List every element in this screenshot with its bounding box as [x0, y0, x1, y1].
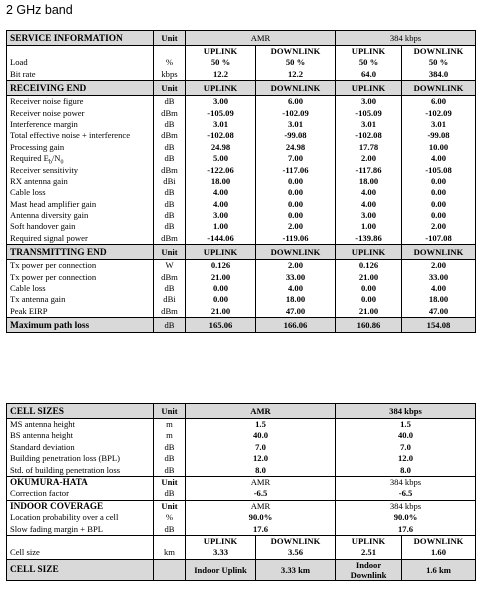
cell-size-label-cell — [7, 535, 154, 559]
service-col-384-down — [402, 46, 476, 81]
cell-size-384-up — [336, 535, 402, 559]
value-cell: -102.08 — [355, 130, 382, 141]
value-cell: 17.6 — [252, 523, 269, 534]
service-col-amr-down — [256, 46, 336, 81]
value-cell: 8.0 — [255, 464, 266, 475]
row-label: Tx antenna gain — [10, 294, 66, 305]
cell-size-amr-up — [186, 535, 256, 559]
value-cell: 0.00 — [287, 187, 304, 198]
value-cell: -144.06 — [207, 232, 234, 243]
value-cell: 0.00 — [360, 283, 377, 294]
value-cell: 154.08 — [402, 318, 476, 333]
value-cell: -107.08 — [425, 232, 452, 243]
value-cell: 160.86 — [336, 318, 402, 333]
value-cell: -117.86 — [355, 164, 382, 175]
row-label: Standard deviation — [10, 441, 75, 452]
value-cell: 165.06 — [186, 318, 256, 333]
unit-header: Unit — [154, 245, 186, 260]
value-cell: 1.6 km — [402, 559, 476, 580]
unit-header: Unit — [161, 476, 178, 487]
value-cell: 47.00 — [285, 305, 306, 316]
okumura-amr — [186, 476, 336, 500]
receiving-units — [154, 96, 186, 245]
indoor-units — [154, 500, 186, 535]
value-cell: 3.33 km — [256, 559, 336, 580]
okumura-row-unit: dB — [164, 488, 175, 499]
cell-size-amr-down — [256, 535, 336, 559]
384kbps-header: 384 kbps — [336, 404, 476, 419]
value-cell: -117.06 — [282, 164, 309, 175]
cell-sizes-block — [7, 419, 476, 477]
value-cell: 64.0 — [360, 68, 377, 79]
dir-uplink-label: UPLINK — [351, 46, 386, 56]
transmitting-end-header: TRANSMITTING END — [7, 245, 154, 260]
value-cell: 1.00 — [212, 221, 229, 232]
okumura-title: OKUMURA-HATA — [10, 476, 88, 487]
value-cell: 7.0 — [255, 441, 266, 452]
row-unit: dB — [164, 96, 175, 107]
row-unit: dB — [164, 453, 175, 464]
row-unit: dBm — [161, 271, 178, 282]
row-label: Mast head amplifier gain — [10, 198, 97, 209]
row-unit: W — [165, 260, 174, 271]
unit-header: Unit — [154, 31, 186, 46]
384kbps-header: 384 kbps — [389, 500, 422, 511]
receiving-col-384-up — [336, 96, 402, 245]
dir-downlink-label: DOWNLINK — [413, 535, 464, 546]
value-cell: 0.00 — [287, 198, 304, 209]
value-cell: 0.00 — [430, 175, 447, 186]
value-cell: 17.78 — [358, 141, 379, 152]
page-title: 2 GHz band — [6, 3, 73, 17]
service-row-label: Bit rate — [10, 68, 36, 79]
value-cell: -6.5 — [398, 488, 413, 499]
value-cell: 4.00 — [287, 283, 304, 294]
value-cell: 4.00 — [212, 198, 229, 209]
value-cell: 40.0 — [252, 430, 269, 441]
value-cell: 0.00 — [212, 283, 229, 294]
row-label: Required $E_b/N_0$ — [10, 153, 64, 166]
value-cell: 47.00 — [428, 305, 449, 316]
value-cell: 12.2 — [212, 68, 229, 79]
value-cell: 33.00 — [428, 271, 449, 282]
row-label: Building penetration loss (BPL) — [10, 453, 121, 464]
indoor-row-label: Slow fading margin + BPL — [10, 523, 104, 534]
unit-header: Unit — [154, 404, 186, 419]
value-cell: 2.00 — [430, 260, 447, 271]
dir-uplink-label: UPLINK — [203, 46, 238, 56]
receiving-end-header: RECEIVING END — [7, 81, 154, 96]
value-cell: -122.06 — [207, 164, 234, 175]
value-cell: 1.60 — [430, 547, 447, 558]
okumura-units — [154, 476, 186, 500]
cell-size-label: Cell size — [10, 547, 40, 558]
cell-size-384-down — [402, 535, 476, 559]
cell-sizes-header-row — [7, 404, 476, 419]
value-cell: 12.0 — [252, 453, 269, 464]
row-unit: dB — [164, 118, 175, 129]
row-unit: dBm — [161, 107, 178, 118]
value-cell: 21.00 — [358, 271, 379, 282]
service-row-unit: kbps — [161, 68, 178, 79]
384kbps-header: 384 kbps — [336, 31, 476, 46]
value-cell: 90.0% — [393, 512, 418, 523]
dir-downlink-label: DOWNLINK — [270, 46, 321, 56]
cell-size-table — [6, 403, 476, 581]
value-cell: 6.00 — [287, 96, 304, 107]
service-header-row — [7, 31, 476, 46]
value-cell: 0.126 — [210, 260, 231, 271]
amr-header: AMR — [186, 404, 336, 419]
value-cell: 50 % — [428, 57, 449, 68]
value-cell: 0.00 — [430, 210, 447, 221]
cell-size-row — [7, 535, 476, 559]
receiving-block — [7, 96, 476, 245]
receiving-col-384-down — [402, 96, 476, 245]
transmitting-col-amr-up — [186, 260, 256, 318]
value-cell: 4.00 — [212, 187, 229, 198]
value-cell: -99.08 — [284, 130, 307, 141]
value-cell: -139.86 — [355, 232, 382, 243]
row-label: Tx power per connection — [10, 260, 97, 271]
row-unit: dBm — [161, 305, 178, 316]
value-cell: 8.0 — [400, 464, 411, 475]
value-cell: 2.00 — [360, 153, 377, 164]
max-path-loss-unit: dB — [154, 318, 186, 333]
value-cell: 18.00 — [358, 175, 379, 186]
value-cell: 3.00 — [360, 210, 377, 221]
value-cell: 3.56 — [287, 547, 304, 558]
value-cell: -119.06 — [282, 232, 309, 243]
value-cell: 1.00 — [360, 221, 377, 232]
service-block — [7, 46, 476, 81]
value-cell: 0.126 — [358, 260, 379, 271]
value-cell: Indoor Uplink — [186, 559, 256, 580]
row-label: Cable loss — [10, 283, 46, 294]
indoor-row-unit: % — [165, 512, 174, 523]
row-label: Processing gain — [10, 141, 65, 152]
value-cell: -102.08 — [207, 130, 234, 141]
okumura-block — [7, 476, 476, 500]
cell-size-final-row — [7, 559, 476, 580]
value-cell: 12.2 — [287, 68, 304, 79]
value-cell: 3.01 — [430, 118, 447, 129]
indoor-labels — [7, 500, 154, 535]
row-unit: dB — [164, 283, 175, 294]
value-cell: 384.0 — [428, 68, 449, 79]
384kbps-header: 384 kbps — [389, 476, 422, 487]
cell-size-unit-cell — [154, 535, 186, 559]
value-cell: 18.00 — [210, 175, 231, 186]
transmitting-units — [154, 260, 186, 318]
unit-header: Unit — [161, 500, 178, 511]
row-label: Receiver noise power — [10, 107, 85, 118]
dir-uplink-label: UPLINK — [203, 535, 238, 546]
value-cell: 1.5 — [255, 419, 266, 429]
cell-size-unit: km — [164, 547, 175, 558]
row-unit: dBm — [161, 164, 178, 175]
value-cell: 2.51 — [360, 547, 377, 558]
row-unit: dBi — [163, 175, 176, 186]
amr-header: AMR — [250, 476, 271, 487]
value-cell: 3.33 — [212, 547, 229, 558]
transmitting-block — [7, 260, 476, 318]
row-unit: dB — [164, 153, 175, 164]
value-cell: 12.0 — [397, 453, 414, 464]
value-cell: 5.00 — [212, 153, 229, 164]
value-cell: 6.00 — [430, 96, 447, 107]
value-cell: 24.98 — [210, 141, 231, 152]
value-cell: 2.00 — [287, 260, 304, 271]
service-units — [154, 46, 186, 81]
value-cell: 21.00 — [358, 305, 379, 316]
transmitting-col-384-down — [402, 260, 476, 318]
receiving-col-amr-down — [256, 96, 336, 245]
uplink-header: UPLINK — [336, 245, 402, 260]
row-label: Peak EIRP — [10, 305, 48, 316]
row-label: Receiver sensitivity — [10, 164, 79, 175]
row-label: BS antenna height — [10, 430, 74, 441]
downlink-header: DOWNLINK — [402, 81, 476, 96]
uplink-header: UPLINK — [186, 245, 256, 260]
row-unit: dBm — [161, 130, 178, 141]
unit-header: Unit — [154, 81, 186, 96]
row-label: Interference margin — [10, 118, 78, 129]
transmitting-col-amr-down — [256, 260, 336, 318]
value-cell: 0.00 — [360, 294, 377, 305]
transmitting-header-row — [7, 245, 476, 260]
okumura-labels — [7, 476, 154, 500]
row-unit: m — [166, 419, 173, 429]
indoor-row-unit: dB — [164, 523, 175, 534]
row-label: MS antenna height — [10, 419, 75, 429]
value-cell: 0.00 — [212, 294, 229, 305]
row-unit: dB — [164, 441, 175, 452]
indoor-row-label: Location probability over a cell — [10, 512, 119, 523]
value-cell: 2.00 — [287, 221, 304, 232]
dir-uplink-label: UPLINK — [351, 535, 386, 546]
row-label: Std. of building penetration loss — [10, 464, 121, 475]
max-path-loss-label: Maximum path loss — [7, 318, 154, 333]
value-cell: -105.09 — [355, 107, 382, 118]
cell-sizes-384-values — [336, 419, 476, 477]
row-unit: dB — [164, 221, 175, 232]
okumura-row-label: Correction factor — [10, 488, 69, 499]
value-cell: 50 % — [358, 57, 379, 68]
row-label: Required signal power — [10, 232, 88, 243]
indoor-title: INDOOR COVERAGE — [10, 500, 104, 511]
row-label: Total effective noise + interference — [10, 130, 131, 141]
service-row-unit: % — [165, 57, 174, 68]
cell-sizes-units — [154, 419, 186, 477]
service-col-amr-up — [186, 46, 256, 81]
value-cell: 40.0 — [397, 430, 414, 441]
downlink-header: DOWNLINK — [256, 245, 336, 260]
value-cell: 2.00 — [430, 221, 447, 232]
empty-cell — [154, 559, 186, 580]
value-cell: 90.0% — [248, 512, 273, 523]
okumura-384 — [336, 476, 476, 500]
value-cell: 3.01 — [287, 118, 304, 129]
cell-sizes-labels — [7, 419, 154, 477]
value-cell: 4.00 — [360, 187, 377, 198]
value-cell: 7.0 — [400, 441, 411, 452]
uplink-header: UPLINK — [336, 81, 402, 96]
amr-header: AMR — [186, 31, 336, 46]
uplink-header: UPLINK — [186, 81, 256, 96]
service-col-384-up — [336, 46, 402, 81]
max-path-loss-row — [7, 318, 476, 333]
indoor-block — [7, 500, 476, 535]
value-cell: 3.00 — [360, 96, 377, 107]
value-cell: -6.5 — [253, 488, 268, 499]
receiving-col-amr-up — [186, 96, 256, 245]
value-cell: 18.00 — [285, 294, 306, 305]
value-cell: 21.00 — [210, 271, 231, 282]
value-cell: 4.00 — [430, 153, 447, 164]
cell-sizes-amr-values — [186, 419, 336, 477]
value-cell: 3.00 — [212, 210, 229, 221]
row-unit: dBi — [163, 294, 176, 305]
value-cell: 24.98 — [285, 141, 306, 152]
value-cell: -102.09 — [425, 107, 452, 118]
indoor-amr — [186, 500, 336, 535]
row-unit: dB — [164, 464, 175, 475]
row-label: Cable loss — [10, 187, 46, 198]
amr-header: AMR — [250, 500, 271, 511]
value-cell: -105.09 — [207, 107, 234, 118]
dir-downlink-label: DOWNLINK — [413, 46, 464, 56]
value-cell: 17.6 — [397, 523, 414, 534]
cell-size-final-label: CELL SIZE — [7, 559, 154, 580]
receiving-header-row — [7, 81, 476, 96]
dir-downlink-label: DOWNLINK — [270, 535, 321, 546]
row-unit: dB — [164, 187, 175, 198]
row-label: Soft handover gain — [10, 221, 76, 232]
cell-sizes-header: CELL SIZES — [7, 404, 154, 419]
value-cell: 0.00 — [430, 187, 447, 198]
service-info-header: SERVICE INFORMATION — [7, 31, 154, 46]
value-cell: 3.00 — [212, 96, 229, 107]
value-cell: 21.00 — [210, 305, 231, 316]
row-label: Receiver noise figure — [10, 96, 84, 107]
value-cell: 50 % — [285, 57, 306, 68]
row-unit: dB — [164, 210, 175, 221]
row-label: Tx power per connection — [10, 271, 97, 282]
row-unit: m — [166, 430, 173, 441]
transmitting-labels — [7, 260, 154, 318]
value-cell: 10.00 — [428, 141, 449, 152]
service-row-label: Load — [10, 57, 28, 68]
value-cell: 3.01 — [360, 118, 377, 129]
value-cell: 50 % — [210, 57, 231, 68]
value-cell: 7.00 — [287, 153, 304, 164]
value-cell: 0.00 — [287, 175, 304, 186]
value-cell: 1.5 — [400, 419, 411, 429]
value-cell: 4.00 — [360, 198, 377, 209]
value-cell: -102.09 — [282, 107, 309, 118]
row-unit: dBm — [161, 232, 178, 243]
row-unit: dB — [164, 141, 175, 152]
value-cell: 0.00 — [287, 210, 304, 221]
value-cell: 4.00 — [430, 283, 447, 294]
transmitting-col-384-up — [336, 260, 402, 318]
link-budget-table — [6, 30, 476, 333]
value-cell: -99.08 — [427, 130, 450, 141]
value-cell: 166.06 — [256, 318, 336, 333]
value-cell: 18.00 — [428, 294, 449, 305]
downlink-header: DOWNLINK — [402, 245, 476, 260]
value-cell: 3.01 — [212, 118, 229, 129]
downlink-header: DOWNLINK — [256, 81, 336, 96]
value-cell: -105.08 — [425, 164, 452, 175]
service-labels — [7, 46, 154, 81]
row-label: Antenna diversity gain — [10, 210, 89, 221]
receiving-labels — [7, 96, 154, 245]
row-label: RX antenna gain — [10, 175, 68, 186]
value-cell: 33.00 — [285, 271, 306, 282]
value-cell: 0.00 — [430, 198, 447, 209]
indoor-384 — [336, 500, 476, 535]
row-unit: dB — [164, 198, 175, 209]
value-cell: Indoor Downlink — [336, 559, 402, 580]
